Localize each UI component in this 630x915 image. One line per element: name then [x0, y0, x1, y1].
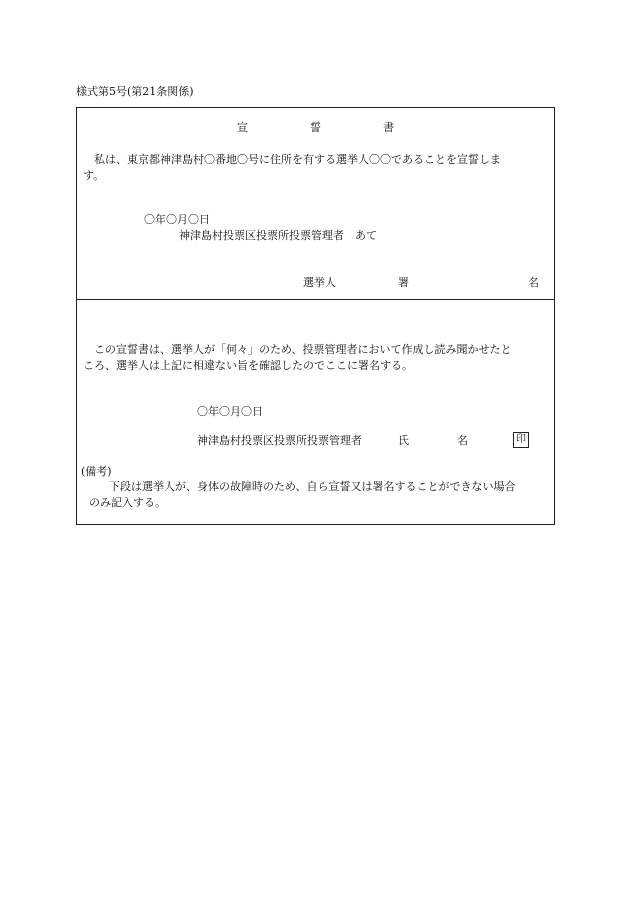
confirmation-text-line: ころ、選挙人は上記に相違ない旨を確認したのでここに署名する。 — [83, 359, 413, 372]
signature-label-char: 署 — [398, 276, 409, 289]
oath-date: 〇年〇月〇日 — [144, 213, 210, 226]
remarks-text-line: のみ記入する。 — [89, 496, 166, 509]
form-number: 様式第5号(第21条関係) — [76, 85, 194, 98]
official-title: 神津島村投票区投票所投票管理者 — [197, 434, 362, 447]
confirmation-date: 〇年〇月〇日 — [197, 405, 263, 418]
oath-text-line: 私は、東京都神津島村〇番地〇号に住所を有する選挙人〇〇であることを宣誓しま — [94, 153, 501, 166]
oath-text-line: す。 — [83, 169, 105, 182]
voter-label: 選挙人 — [303, 276, 336, 289]
title-char: 宣 — [237, 121, 248, 134]
seal-mark: 印 — [513, 432, 529, 448]
remarks-label: (備考) — [81, 465, 112, 478]
section-divider — [77, 299, 554, 300]
name-label-char: 名 — [457, 434, 468, 447]
confirmation-text-line: この宣誓書は、選挙人が「何々」のため、投票管理者において作成し読み聞かせたと — [94, 343, 512, 356]
title-char: 誓 — [310, 121, 321, 134]
remarks-text-line: 下段は選挙人が、身体の故障時のため、自ら宣誓又は署名することができない場合 — [109, 480, 516, 493]
name-label-char: 氏 — [398, 434, 409, 447]
signature-label-char: 名 — [528, 276, 539, 289]
title-char: 書 — [383, 121, 394, 134]
addressee: 神津島村投票区投票所投票管理者 あて — [179, 229, 377, 242]
document-title — [77, 122, 554, 133]
oath-form — [76, 107, 555, 525]
